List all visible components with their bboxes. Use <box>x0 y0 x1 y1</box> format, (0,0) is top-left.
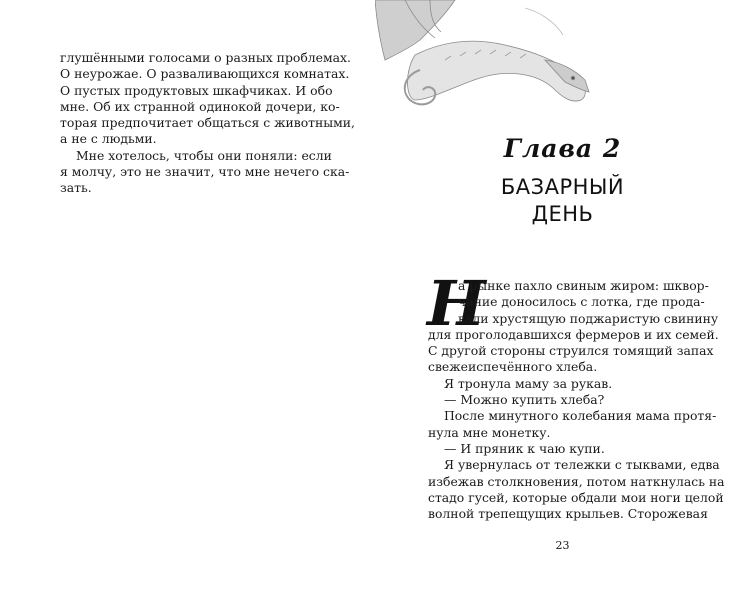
text-line: а не с людьми. <box>60 131 157 147</box>
text-line: чание доносилось с лотка, где прода- <box>458 294 705 310</box>
text-line: После минутного колебания мама протя- <box>444 408 717 424</box>
dragon-illustration <box>375 0 595 110</box>
right-page-text <box>428 278 725 522</box>
left-page-text <box>60 50 355 197</box>
text-line: стадо гусей, которые обдали мои ноги целой <box>428 489 724 505</box>
text-line: нула мне монетку. <box>428 424 551 440</box>
text-line: Я тронула маму за рукав. <box>444 375 613 391</box>
text-line: а рынке пахло свиным жиром: шквор- <box>458 278 709 293</box>
text-line: — И пряник к чаю купи. <box>444 440 605 456</box>
chapter-title-line: ДЕНЬ <box>531 202 594 226</box>
chapter-title-line: БАЗАРНЫЙ <box>500 175 625 199</box>
text-line: Я увернулась от тележки с тыквами, едва <box>444 457 720 473</box>
text-line: — Можно купить хлеба? <box>444 392 605 408</box>
text-line: для проголодавшихся фермеров и их семей. <box>428 326 719 342</box>
drop-cap: Н <box>427 267 486 340</box>
text-line: С другой стороны струился томящий запах <box>428 343 714 359</box>
text-line: О пустых продуктовых шкафчиках. И обо <box>60 82 333 98</box>
text-line: волной трепещущих крыльев. Сторожевая <box>428 506 708 522</box>
chapter-title <box>375 174 750 228</box>
text-line: вали хрустящую поджаристую свинину <box>458 310 719 326</box>
text-line: свежеиспечённого хлеба. <box>428 359 598 375</box>
text-line: Мне хотелось, чтобы они поняли: если <box>76 147 332 163</box>
text-line: О неурожае. О разваливающихся комнатах. <box>60 66 350 82</box>
right-page <box>375 0 750 600</box>
text-line: я молчу, это не значит, что мне нечего ска- <box>60 164 350 180</box>
text-line: избежав столкновения, потом наткнулась на <box>428 473 725 489</box>
chapter-label: Глава 2 <box>503 134 622 163</box>
text-line: глушёнными голосами о разных проблемах. <box>60 50 351 65</box>
text-line: мне. Об их странной одинокой дочери, ко- <box>60 98 340 114</box>
page-number: 23 <box>555 539 570 552</box>
text-line: зать. <box>60 180 92 196</box>
text-line: торая предпочитает общаться с животными, <box>60 115 355 131</box>
